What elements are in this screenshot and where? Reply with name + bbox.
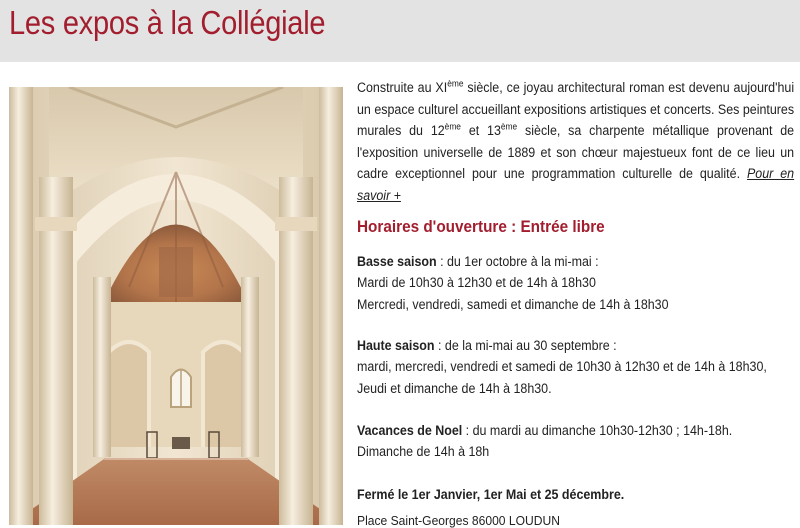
page-header (0, 0, 800, 62)
basse-saison-label: Basse saison (357, 254, 437, 269)
haute-saison-block (357, 335, 766, 399)
vacances-noel-block (357, 420, 766, 463)
basse-saison-block (357, 251, 766, 315)
closed-days-text: Fermé le 1er Janvier, 1er Mai et 25 décembre. (357, 487, 625, 502)
intro-text-4: siècle, sa charpente métallique provenant de l'exposition universelle de 1889 et son chœur majestueux font de ce lieu un cadre exceptionnel pour une programmation culturelle de qualité. (357, 123, 795, 182)
intro-text-3: et 13 (460, 123, 501, 139)
basse-saison-line-1: Mardi de 10h30 à 12h30 et de 14h à 18h30 (357, 275, 596, 291)
haute-saison-line-2: Jeudi et dimanche de 14h à 18h30. (357, 380, 552, 396)
intro-paragraph (357, 77, 793, 207)
page-title: Les expos à la Collégiale (9, 4, 326, 41)
closed-days-block (357, 484, 766, 505)
opening-hours-title: Horaires d'ouverture : Entrée libre (357, 217, 605, 236)
basse-saison-line-2: Mercredi, vendredi, samedi et dimanche de 14h à 18h30 (357, 296, 669, 312)
address-line-cutoff: Place Saint-Georges 86000 LOUDUN (357, 513, 560, 528)
haute-saison-range: : de la mi-mai au 30 septembre : (434, 338, 617, 353)
collegiale-interior-photo (9, 87, 343, 525)
intro-sup-2: ème (444, 121, 461, 132)
read-more-link[interactable]: Pour en savoir + (357, 166, 795, 203)
vacances-noel-range: : du mardi au dimanche 10h30-12h30 ; 14h-18h. (462, 423, 733, 438)
intro-text-2: siècle, ce joyau architectural roman est devenu aujourd'hui un espace culturel accueillant expositions artistiques et concerts. Ses peintures murales du 12 (357, 80, 795, 139)
intro-text-1: Construite au XI (357, 80, 448, 95)
vacances-noel-label: Vacances de Noel (357, 423, 463, 438)
basse-saison-range: : du 1er octobre à la mi-mai : (436, 254, 599, 269)
intro-sup-1: ème (447, 78, 464, 89)
vacances-noel-line-1: Dimanche de 14h à 18h (357, 444, 490, 460)
haute-saison-label: Haute saison (357, 338, 435, 353)
haute-saison-line-1: mardi, mercredi, vendredi et samedi de 10h30 à 12h30 et de 14h à 18h30, (357, 359, 767, 375)
intro-sup-3: ème (500, 121, 518, 132)
